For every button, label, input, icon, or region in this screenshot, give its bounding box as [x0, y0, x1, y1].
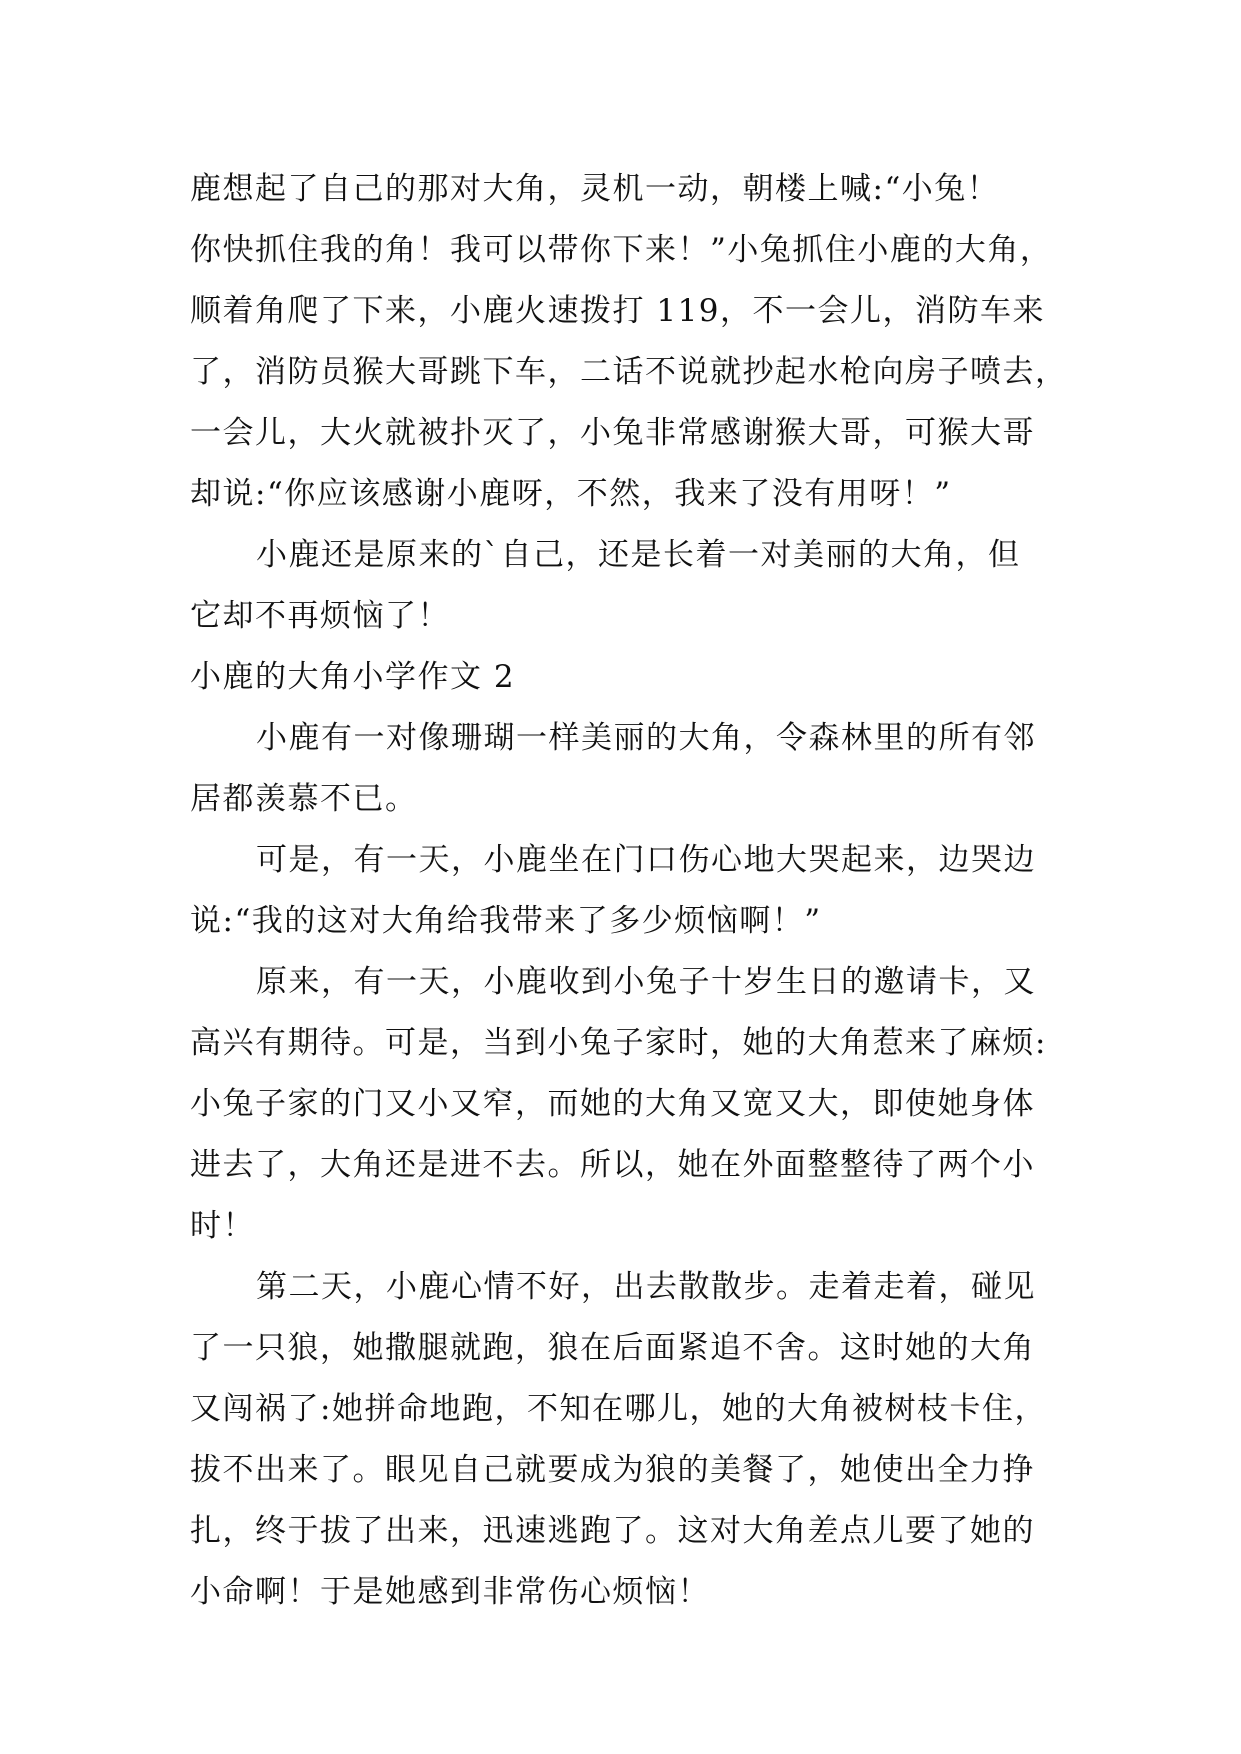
paragraph-first-line: 小鹿有一对像珊瑚一样美丽的大角，令森林里的所有邻 [256, 720, 1036, 756]
text-line: 小命啊！于是她感到非常伤心烦恼！ [190, 1574, 710, 1610]
paragraph-first-line: 可是，有一天，小鹿坐在门口伤心地大哭起来，边哭边 [256, 842, 1036, 878]
essay-title: 小鹿的大角小学作文 2 [190, 659, 516, 695]
text-line: 顺着角爬了下来，小鹿火速拨打 119，不一会儿，消防车来 [190, 293, 1046, 329]
text-line: 一会儿，大火就被扑灭了，小兔非常感谢猴大哥，可猴大哥 [190, 415, 1035, 451]
text-line: 了，消防员猴大哥跳下车，二话不说就抄起水枪向房子喷去， [190, 354, 1068, 390]
text-line: 扎，终于拔了出来，迅速逃跑了。这对大角差点儿要了她的 [190, 1513, 1035, 1549]
text-line: 你快抓住我的角！我可以带你下来！”小兔抓住小鹿的大角， [190, 232, 1053, 268]
text-line: 居都羡慕不已。 [190, 781, 418, 817]
text-line: 拔不出来了。眼见自己就要成为狼的美餐了，她使出全力挣 [190, 1452, 1035, 1488]
text-line: 鹿想起了自己的那对大角，灵机一动，朝楼上喊:“小兔！ [190, 171, 1000, 207]
text-line: 时！ [190, 1208, 255, 1244]
text-line: 高兴有期待。可是，当到小兔子家时，她的大角惹来了麻烦: [190, 1025, 1047, 1061]
paragraph-first-line: 小鹿还是原来的`自己，还是长着一对美丽的大角，但 [256, 537, 1021, 573]
text-line: 小兔子家的门又小又窄，而她的大角又宽又大，即使她身体 [190, 1086, 1035, 1122]
text-line: 它却不再烦恼了！ [190, 598, 450, 634]
text-line: 说:“我的这对大角给我带来了多少烦恼啊！” [190, 903, 822, 939]
paragraph-first-line: 第二天，小鹿心情不好，出去散散步。走着走着，碰见 [256, 1269, 1036, 1305]
paragraph-first-line: 原来，有一天，小鹿收到小兔子十岁生日的邀请卡，又 [256, 964, 1036, 1000]
text-line: 却说:“你应该感谢小鹿呀，不然，我来了没有用呀！” [190, 476, 952, 512]
text-line: 进去了，大角还是进不去。所以，她在外面整整待了两个小 [190, 1147, 1035, 1183]
text-line: 了一只狼，她撒腿就跑，狼在后面紧追不舍。这时她的大角 [190, 1330, 1035, 1366]
text-line: 又闯祸了:她拼命地跑，不知在哪儿，她的大角被树枝卡住， [190, 1391, 1047, 1427]
